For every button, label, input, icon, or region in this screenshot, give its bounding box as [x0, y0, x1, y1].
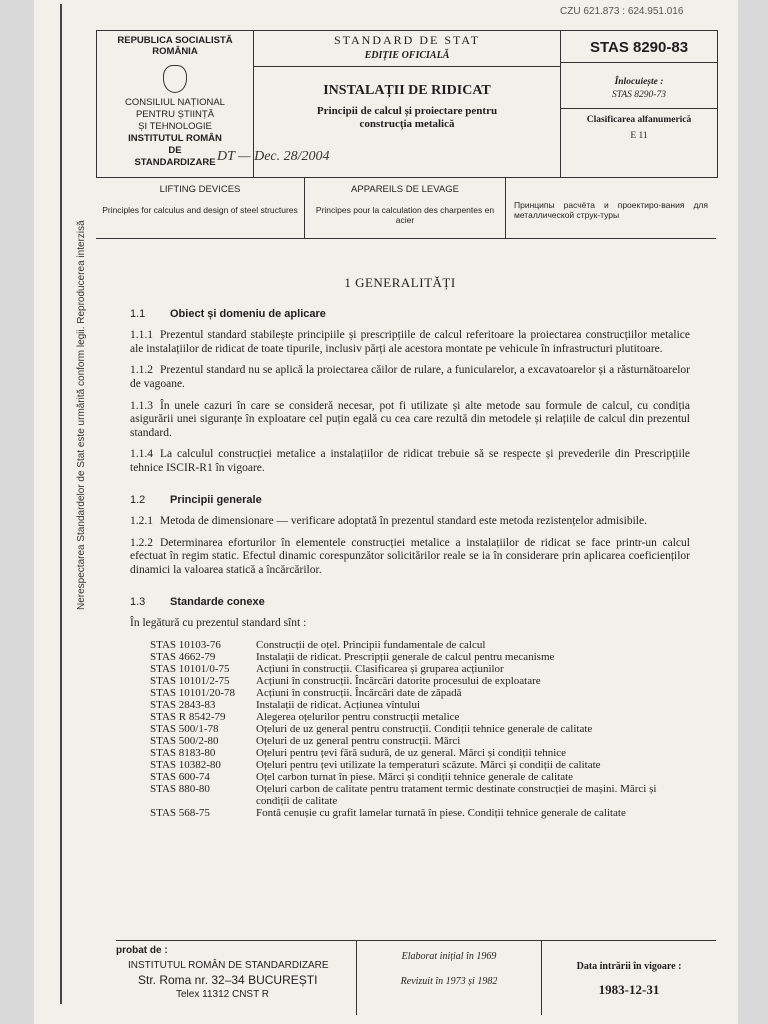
- standard-description: Instalații de ridicat. Acțiunea vîntului: [256, 698, 421, 711]
- standard-row: [130, 783, 690, 807]
- paragraph-number: 1.2.1: [130, 515, 153, 528]
- section-number: 1.3: [130, 595, 146, 608]
- standard-label: STANDARD DE STAT: [333, 33, 481, 47]
- standard-description: Fontă cenușie cu grafit lamelar turnată în piese. Condiții tehnice generale de calitate: [256, 806, 626, 819]
- standard-code: STAS 10101/20-78: [150, 686, 235, 699]
- standard-row: [130, 747, 690, 759]
- related-standards-list: [130, 639, 690, 819]
- standard-code: STAS 500/2-80: [150, 734, 219, 747]
- institute-line: INSTITUTUL ROMÂN: [128, 133, 222, 144]
- russian-title-cell: [506, 178, 716, 238]
- czu-code: CZU 621.873 : 624.951.016: [560, 6, 684, 17]
- effective-date: 1983-12-31: [598, 982, 660, 997]
- standard-row: [130, 759, 690, 771]
- side-notice: Nerespectarea Standardelor de Stat este urmărită conform legii. Reproducerea interzisă: [76, 220, 87, 610]
- council-line: PENTRU ȘTIINȚĂ: [135, 109, 215, 120]
- paragraph-text: Metoda de dimensionare — verificare adoptată în prezentul standard este metoda rezistențelor admisibile.: [160, 515, 647, 528]
- section-title: Obiect și domeniu de aplicare: [170, 307, 326, 320]
- council-line: ȘI TEHNOLOGIE: [138, 121, 212, 132]
- section-heading: [130, 596, 690, 610]
- standard-description: Alegerea oțelurilor pentru construcții metalice: [256, 710, 460, 723]
- document-subtitle: [254, 105, 560, 131]
- classification-value: E 11: [630, 131, 648, 141]
- effective-date-label: Data intrării în vigoare :: [576, 961, 682, 972]
- standard-description: Oțeluri pentru țevi utilizate la temperaturi scăzute. Mărci și condiții de calitate: [256, 758, 601, 771]
- chapter-heading: 1 GENERALITĂȚI: [344, 275, 456, 290]
- standard-description: Construcții de oțel. Principii fundamentale de calcul: [256, 638, 486, 651]
- approval-line: Str. Roma nr. 32–34 BUCUREȘTI: [138, 973, 318, 987]
- standard-description: Acțiuni în construcții. Încărcări datorite procesului de exploatare: [256, 674, 541, 687]
- edition-label: EDIȚIE OFICIALĂ: [254, 50, 560, 67]
- standard-description: Oțeluri carbon de calitate pentru tratament termic destinate construcției de mașini. Mărci și condiții de calitate: [256, 782, 657, 807]
- coat-of-arms-icon: [163, 65, 187, 93]
- standard-code: STAS 500/1-78: [150, 722, 219, 735]
- standard-code: STAS 10101/2-75: [150, 674, 230, 687]
- approval-label: probat de :: [116, 945, 168, 956]
- standard-row: [130, 735, 690, 747]
- standard-description: Oțeluri de uz general pentru construcții. Mărci: [256, 734, 461, 747]
- paragraph-number: 1.1.3: [130, 399, 153, 412]
- standard-code: STAS R 8542-79: [150, 710, 226, 723]
- paragraph-text: La calculul construcției metalice a instalațiilor de ridicat trebuie să se respecte și prevederile din Prescripțiile tehnice ISCIR-R1 în vigoare.: [130, 448, 690, 474]
- french-subtitle: Principes pour la calculation des charpentes en acier: [315, 205, 495, 225]
- standard-description: Oțeluri de uz general pentru construcții. Condiții tehnice generale de calitate: [256, 722, 593, 735]
- stas-code: STAS 8290-83: [561, 31, 717, 63]
- paragraph: [130, 400, 690, 441]
- standard-row: [130, 711, 690, 723]
- standard-row: [130, 699, 690, 711]
- standard-code: STAS 568-75: [150, 806, 210, 819]
- standard-code: STAS 8183-80: [150, 746, 216, 759]
- effective-date-cell: [542, 941, 716, 1015]
- paragraph-number: 1.1.1: [130, 329, 153, 342]
- republic-line: REPUBLICA SOCIALISTĂ: [117, 35, 233, 46]
- elaboration-text: Elaborat inițial în 1969: [401, 951, 497, 962]
- paragraph-text: În unele cazuri în care se consideră necesar, pot fi utilizate și alte metode sau formule de calcul, cu condiția asigurării unei siguranțe în exploatare cel puțin egală cu cea care rezultă din metodele și relațiile de calcul din prezentul standard.: [130, 399, 690, 439]
- footer-table: [116, 940, 716, 1015]
- revision-text: Revizuit în 1973 și 1982: [400, 976, 498, 987]
- section-number: 1.2: [130, 493, 146, 506]
- standard-row: [130, 675, 690, 687]
- standard-row: [130, 663, 690, 675]
- paragraph: [130, 515, 690, 529]
- standard-description: Acțiuni în construcții. Încărcări date de zăpadă: [256, 686, 462, 699]
- standard-description: Oțel carbon turnat în piese. Mărci și condiții tehnice generale de calitate: [256, 770, 574, 783]
- french-title-cell: [305, 178, 506, 238]
- translations-row: [96, 178, 716, 239]
- institute-line: STANDARDIZARE: [134, 157, 216, 168]
- republic-name: [97, 35, 253, 57]
- paragraph-number: 1.1.2: [130, 364, 153, 377]
- paragraph: [130, 329, 690, 356]
- standard-description: Instalații de ridicat. Prescripții generale de calcul pentru mecanisme: [256, 650, 555, 663]
- standard-description: Oțeluri pentru țevi fără sudură, de uz general. Mărci și condiții tehnice: [256, 746, 567, 759]
- english-title: LIFTING DEVICES: [159, 184, 241, 195]
- classification-label: Clasificarea alfanumerică: [586, 115, 692, 125]
- section-number: 1.1: [130, 307, 146, 320]
- paragraph-text: Determinarea eforturilor în elementele construcției metalice a instalațiilor de ridicat se face printr-un calcul efectuat în regim static. Efectul dinamic corespunzător solicitărilor reale se ia în considerare prin aplicarea coeficienților dinamici la valoarea statică a încărcărilor.: [130, 536, 690, 576]
- standard-row: [130, 723, 690, 735]
- standard-code: STAS 4662-79: [150, 650, 216, 663]
- standard-code: STAS 10103-76: [150, 638, 221, 651]
- approval-cell: [116, 941, 354, 1015]
- standard-code: STAS 600-74: [150, 770, 210, 783]
- standard-code: STAS 10101/0-75: [150, 662, 230, 675]
- paragraph: [130, 448, 690, 475]
- document-title: INSTALAȚII DE RIDICAT: [323, 83, 491, 98]
- subtitle-line: Principii de calcul și proiectare pentru: [316, 105, 498, 117]
- french-title: APPAREILS DE LEVAGE: [351, 184, 459, 195]
- section-heading: [130, 308, 690, 322]
- paragraph-number: 1.1.4: [130, 448, 153, 461]
- elaboration-cell: [356, 941, 542, 1015]
- replaces-label: Înlocuiește :: [614, 77, 664, 87]
- standard-row: [130, 771, 690, 783]
- standard-row: [130, 639, 690, 651]
- paragraph: [130, 364, 690, 391]
- approval-line: Telex 11312 CNST R: [176, 989, 270, 1000]
- section-title: Principii generale: [170, 493, 262, 506]
- council-line: CONSILIUL NAȚIONAL: [125, 97, 225, 108]
- paragraph: [130, 537, 690, 578]
- paragraph-text: Prezentul standard nu se aplică la proiectarea căilor de rulare, a funicularelor, a excavatoarelor și a răsturnătoarelor de vagoane.: [130, 364, 690, 390]
- subtitle-line: construcția metalică: [359, 118, 455, 130]
- english-subtitle: Principles for calculus and design of steel structures: [102, 205, 298, 215]
- standard-description: Acțiuni în construcții. Clasificarea și gruparea acțiunilor: [256, 662, 504, 675]
- document-body: [130, 276, 690, 819]
- standards-intro: În legătură cu prezentul standard sînt :: [130, 617, 307, 630]
- standard-row: [130, 687, 690, 699]
- standard-code: STAS 2843-83: [150, 698, 216, 711]
- section-title: Standarde conexe: [170, 595, 265, 608]
- replaces-value: STAS 8290-73: [561, 90, 717, 109]
- approval-line: INSTITUTUL ROMÂN DE STANDARDIZARE: [128, 960, 329, 971]
- standard-code: STAS 10382-80: [150, 758, 221, 771]
- paragraph-text: Prezentul standard stabilește principiile și prescripțiile de calcul referitoare la proiectarea construcțiilor metalice ale instalațiilor de ridicat de toate tipurile, inclusiv părți ale acestora montate pe vehicule în infrastructuri plutitoare.: [130, 329, 690, 355]
- institute-line: DE: [168, 145, 182, 156]
- standard-code: STAS 880-80: [150, 782, 210, 795]
- handwritten-note: DT — Dec. 28/2004: [217, 149, 330, 164]
- republic-line: ROMÂNIA: [152, 46, 198, 57]
- english-title-cell: [96, 178, 305, 238]
- header-table: [96, 30, 718, 178]
- standard-row: [130, 651, 690, 663]
- russian-subtitle: Принципы расчёта и проектиро-вания для металлической струк-туры: [514, 200, 708, 220]
- paragraph-number: 1.2.2: [130, 536, 153, 549]
- code-column: [561, 31, 717, 177]
- section-heading: [130, 494, 690, 508]
- standard-row: [130, 807, 690, 819]
- margin-line: [60, 4, 62, 1004]
